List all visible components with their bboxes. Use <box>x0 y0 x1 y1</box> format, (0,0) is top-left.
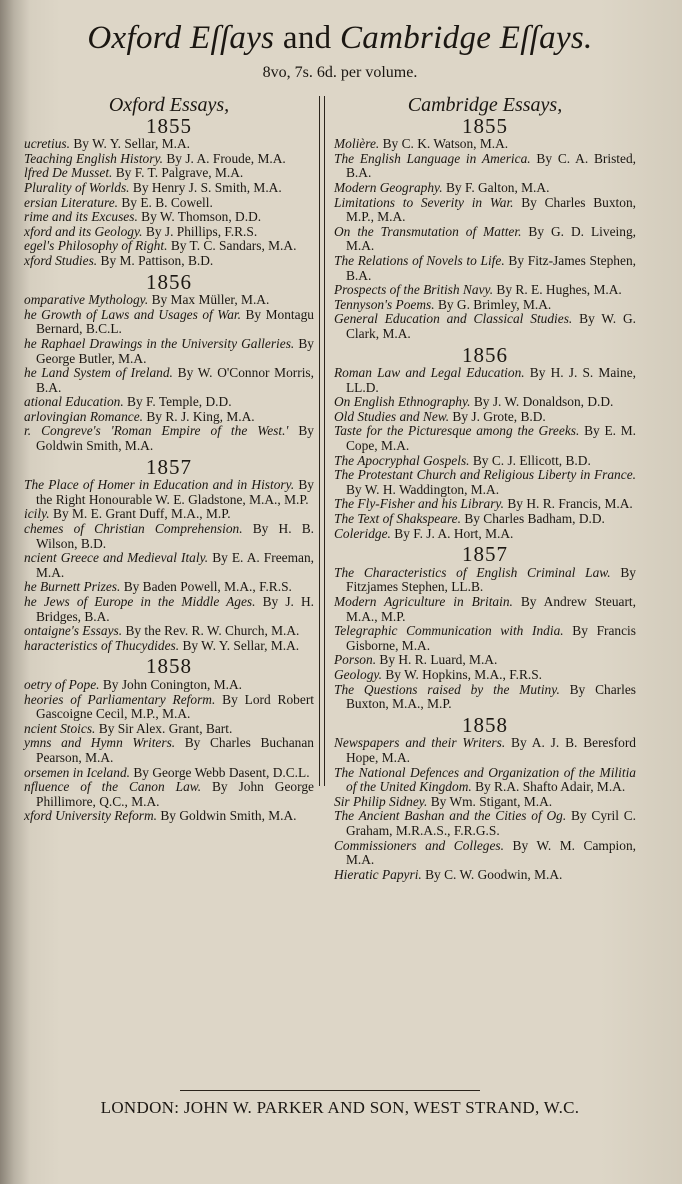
essay-author: By Francis Gisborne, M.A. <box>346 623 636 653</box>
essay-entry <box>24 395 314 410</box>
essay-entry <box>24 225 314 240</box>
year-heading: 1855 <box>462 113 508 138</box>
essay-title: ersian Literature. <box>24 194 118 210</box>
essay-title: Teaching English History. <box>24 150 163 166</box>
essay-title: icily. <box>24 506 50 522</box>
essay-title: Prospects of the British Navy. <box>334 282 494 298</box>
essay-author: By Montagu Bernard, B.C.L. <box>36 306 314 337</box>
essay-author: By John George Phillimore, Q.C., M.A. <box>36 779 314 809</box>
essay-entry <box>334 181 636 196</box>
essay-title: Porson. <box>334 652 377 668</box>
title-and: and <box>282 20 332 56</box>
essay-title: oetry of Pope. <box>24 676 100 692</box>
essay-entry <box>24 239 314 254</box>
essay-entry <box>334 312 636 341</box>
essay-title: The Relations of Novels to Life. <box>334 252 505 268</box>
footer-rule <box>180 1090 480 1091</box>
essay-title: Geology. <box>334 666 382 682</box>
essay-entry <box>334 468 636 497</box>
essay-entry <box>334 254 636 283</box>
essay-title: ucretius. <box>24 136 70 152</box>
essay-title: arlovingian Romance. <box>24 408 144 424</box>
essay-entry <box>334 595 636 624</box>
essay-entry <box>24 580 314 595</box>
essay-entry <box>334 497 636 512</box>
essay-author: By J. H. Bridges, B.A. <box>36 594 314 624</box>
essay-author: By J. Phillips, F.R.S. <box>145 223 258 239</box>
essay-entry <box>334 527 636 542</box>
essay-author: By Henry J. S. Smith, M.A. <box>132 179 282 195</box>
essay-title: The Text of Shakspeare. <box>334 511 461 527</box>
essay-title: Limitations to Severity in War. <box>334 194 514 210</box>
essay-author: By Lord Robert Gascoigne Cecil, M.P., M.A. <box>36 691 314 722</box>
essay-entry <box>24 678 314 693</box>
essay-author: By R. J. King, M.A. <box>146 408 255 424</box>
essay-author: By E. M. Cope, M.A. <box>346 423 637 454</box>
essay-entry <box>24 410 314 425</box>
essay-author: By A. J. B. Beresford Hope, M.A. <box>346 735 636 765</box>
essay-entry <box>334 795 636 810</box>
essay-entry <box>24 293 314 308</box>
essay-entry <box>24 196 314 211</box>
essay-entry <box>24 424 314 453</box>
essay-entry <box>24 809 314 824</box>
cambridge-essays-column <box>334 94 637 882</box>
essay-title: he Raphael Drawings in the University Galleries. <box>24 335 295 351</box>
essay-author: By W. Y. Sellar, M.A. <box>73 136 191 152</box>
essay-author: By E. B. Cowell. <box>121 194 213 210</box>
essay-title: xford Studies. <box>24 252 98 268</box>
essay-title: he Growth of Laws and Usages of War. <box>24 306 241 322</box>
essay-title: The National Defences and Organization of the Militia of the United Kingdom. <box>334 764 636 795</box>
essay-author: By Andrew Steuart, M.A., M.P. <box>346 594 636 624</box>
essay-title: omparative Mythology. <box>24 292 149 308</box>
oxford-essays-column <box>24 94 314 824</box>
essay-title: The Characteristics of English Criminal Law. <box>334 564 611 580</box>
essay-author: By C. A. Bristed, B.A. <box>346 150 636 181</box>
essay-title: xford University Reform. <box>24 808 158 824</box>
essay-title: The English Language in America. <box>334 150 531 166</box>
essay-author: By E. A. Freeman, M.A. <box>36 550 314 580</box>
price-line: 8vo, 7s. 6d. per volume. <box>262 64 418 81</box>
essay-author: By Cyril C. Graham, M.R.A.S., F.R.G.S. <box>346 808 636 838</box>
essay-title: Plurality of Worlds. <box>24 179 130 195</box>
essay-author: By John Conington, M.A. <box>102 676 242 692</box>
publisher-imprint: LONDON: JOHN W. PARKER AND SON, WEST STRAND, W.C. <box>100 1098 580 1117</box>
essay-entry <box>334 653 636 668</box>
essay-title: ational Education. <box>24 394 124 410</box>
essay-author: By C. J. Ellicott, B.D. <box>472 452 591 468</box>
year-heading: 1855 <box>146 113 192 138</box>
essay-entry <box>24 736 314 765</box>
essay-entry <box>24 366 314 395</box>
year-heading: 1858 <box>462 712 508 737</box>
essay-title: General Education and Classical Studies. <box>334 311 573 327</box>
page-title <box>40 20 640 57</box>
essay-author: By F. J. A. Hort, M.A. <box>394 525 514 541</box>
essay-entry <box>334 624 636 653</box>
essay-entry <box>334 454 636 469</box>
essay-title: The Fly-Fisher and his Library. <box>334 496 504 512</box>
essay-entry <box>334 152 636 181</box>
essay-entry <box>334 868 636 883</box>
essay-title: chemes of Christian Comprehension. <box>24 521 243 537</box>
essay-author: By W. G. Clark, M.A. <box>346 311 636 341</box>
year-heading: 1857 <box>462 542 508 567</box>
essay-entry <box>334 298 636 313</box>
essay-title: Telegraphic Communication with India. <box>334 623 564 639</box>
essay-entry <box>24 254 314 269</box>
oxford-heading: Oxford Essays, <box>108 94 230 116</box>
essay-entry <box>334 137 636 152</box>
essay-title: Taste for the Picturesque among the Greeks. <box>334 423 580 439</box>
essay-title: Sir Philip Sidney. <box>334 793 428 809</box>
essay-entry <box>24 522 314 551</box>
essay-entry <box>334 766 636 795</box>
essay-entry <box>334 424 636 453</box>
essay-author: By W. M. Campion, M.A. <box>346 837 636 868</box>
essay-title: The Place of Homer in Education and in History. <box>24 477 295 493</box>
essay-entry <box>334 736 636 765</box>
essay-title: Commissioners and Colleges. <box>334 837 504 853</box>
essay-entry <box>24 181 314 196</box>
essay-entry <box>334 366 636 395</box>
essay-entry <box>24 780 314 809</box>
essay-author: By Max Müller, M.A. <box>151 292 270 308</box>
essay-entry <box>24 551 314 580</box>
essay-title: nfluence of the Canon Law. <box>24 779 202 795</box>
essay-title: Molière. <box>334 136 380 152</box>
essay-title: On English Ethnography. <box>334 394 471 410</box>
essay-author: By W. Thomson, D.D. <box>141 209 262 225</box>
essay-author: By Wm. Stigant, M.A. <box>430 793 553 809</box>
essay-author: By J. W. Donaldson, D.D. <box>473 394 614 410</box>
essay-title: orsemen in Iceland. <box>24 764 130 780</box>
year-heading: 1858 <box>146 654 192 679</box>
essay-title: heories of Parliamentary Reform. <box>24 691 216 707</box>
essay-author: By R. E. Hughes, M.A. <box>496 282 622 298</box>
essay-title: lfred De Musset. <box>24 165 113 181</box>
essay-title: Newspapers and their Writers. <box>334 735 506 751</box>
essay-author: By the Rev. R. W. Church, M.A. <box>125 623 300 639</box>
essay-author: By Charles Buxton, M.A., M.P. <box>346 681 636 712</box>
essay-entry <box>334 566 636 595</box>
year-heading: 1856 <box>146 269 192 294</box>
essay-title: Modern Agriculture in Britain. <box>334 594 513 609</box>
essay-author: By G. D. Liveing, M.A. <box>346 223 636 254</box>
essay-entry <box>24 478 314 507</box>
essay-title: xford and its Geology. <box>24 223 143 239</box>
essay-author: By J. A. Froude, M.A. <box>166 150 286 166</box>
essay-author: By T. C. Sandars, M.A. <box>170 238 297 254</box>
essay-entry <box>334 668 636 683</box>
essay-entry <box>334 809 636 838</box>
essay-author: By Baden Powell, M.A., F.R.S. <box>123 579 292 595</box>
essay-entry <box>334 839 636 868</box>
essay-title: The Ancient Bashan and the Cities of Og. <box>334 808 567 824</box>
essay-author: By C. K. Watson, M.A. <box>382 136 509 152</box>
cambridge-heading: Cambridge Essays, <box>407 94 563 116</box>
essay-title: Old Studies and New. <box>334 408 450 424</box>
essay-entry <box>24 166 314 181</box>
essay-entry <box>24 507 314 522</box>
essay-author: By W. Hopkins, M.A., F.R.S. <box>385 666 543 682</box>
essay-title: he Burnett Prizes. <box>24 579 121 595</box>
essay-title: egel's Philosophy of Right. <box>24 238 168 254</box>
essay-author: By the Right Honourable W. E. Gladstone, M.A., M.P. <box>36 477 314 507</box>
title-cambridge: Cambridge Eſſays. <box>340 20 593 56</box>
essay-title: rime and its Excuses. <box>24 209 138 225</box>
essay-entry <box>334 225 636 254</box>
essay-entry <box>24 137 314 152</box>
essay-entry <box>24 210 314 225</box>
essay-author: By H. B. Wilson, B.D. <box>36 521 314 551</box>
essay-title: ontaigne's Essays. <box>24 623 123 639</box>
essay-author: By Goldwin Smith, M.A. <box>36 423 314 454</box>
essay-title: Tennyson's Poems. <box>334 296 435 312</box>
essay-author: By G. Brimley, M.A. <box>437 296 552 312</box>
essay-author: By M. E. Grant Duff, M.A., M.P. <box>53 506 231 522</box>
essay-author: By F. Galton, M.A. <box>445 179 550 195</box>
essay-title: Roman Law and Legal Education. <box>334 365 525 381</box>
essay-title: The Protestant Church and Religious Liberty in France. <box>334 467 636 483</box>
essay-title: Coleridge. <box>334 525 391 541</box>
essay-author: By Fitz-James Stephen, B.A. <box>346 252 636 283</box>
essay-entry <box>334 395 636 410</box>
essay-author: By F. T. Palgrave, M.A. <box>115 165 244 181</box>
essay-title: ncient Greece and Medieval Italy. <box>24 550 209 566</box>
essay-entry <box>24 639 314 654</box>
essay-entry <box>334 410 636 425</box>
essay-author: By R.A. Shafto Adair, M.A. <box>475 779 626 795</box>
essay-title: Modern Geography. <box>334 179 443 195</box>
essay-entry <box>334 683 636 712</box>
essay-title: haracteristics of Thucydides. <box>24 637 180 653</box>
essay-title: r. Congreve's 'Roman Empire of the West.' <box>24 423 289 439</box>
essay-title: Hieratic Papyri. <box>334 866 422 882</box>
essay-author: By Sir Alex. Grant, Bart. <box>98 720 233 736</box>
essay-author: By F. Temple, D.D. <box>127 394 232 410</box>
essay-title: The Questions raised by the Mutiny. <box>334 681 560 697</box>
essay-entry <box>24 722 314 737</box>
column-divider <box>319 96 325 786</box>
essay-title: ymns and Hymn Writers. <box>24 735 176 751</box>
essay-entry <box>24 152 314 167</box>
essay-author: By H. J. S. Maine, LL.D. <box>346 365 636 395</box>
essay-title: The Apocryphal Gospels. <box>334 452 470 468</box>
essay-author: By Charles Buchanan Pearson, M.A. <box>36 735 314 765</box>
essay-author: By C. W. Goodwin, M.A. <box>425 866 563 882</box>
year-heading: 1856 <box>462 342 508 367</box>
essay-author: By W. O'Connor Morris, B.A. <box>36 365 314 395</box>
year-heading: 1857 <box>146 454 192 479</box>
essay-entry <box>24 337 314 366</box>
essay-author: By J. Grote, B.D. <box>452 408 546 424</box>
essay-author: By George Webb Dasent, D.C.L. <box>133 764 310 780</box>
essay-author: By H. R. Luard, M.A. <box>379 652 498 668</box>
essay-author: By Goldwin Smith, M.A. <box>160 808 297 824</box>
essay-title: On the Transmutation of Matter. <box>334 223 522 239</box>
essay-title: he Jews of Europe in the Middle Ages. <box>24 594 256 609</box>
essay-title: ncient Stoics. <box>24 720 96 736</box>
essay-author: By W. H. Waddington, M.A. <box>346 481 500 497</box>
essay-entry <box>24 595 314 624</box>
essay-author: By Charles Badham, D.D. <box>464 511 605 527</box>
title-oxford: Oxford Eſſays <box>87 20 275 56</box>
essay-author: By M. Pattison, B.D. <box>100 252 214 268</box>
essay-author: By Charles Buxton, M.P., M.A. <box>346 194 636 225</box>
essay-author: By W. Y. Sellar, M.A. <box>182 637 300 653</box>
essay-entry <box>334 196 636 225</box>
essay-title: he Land System of Ireland. <box>24 365 173 381</box>
essay-author: By George Butler, M.A. <box>36 335 314 366</box>
essay-author: By Fitzjames Stephen, LL.B. <box>346 564 636 595</box>
essay-entry <box>24 308 314 337</box>
essay-entry <box>24 693 314 722</box>
essay-entry <box>334 283 636 298</box>
essay-author: By H. R. Francis, M.A. <box>507 496 633 512</box>
essay-entry <box>24 624 314 639</box>
essay-entry <box>334 512 636 527</box>
essay-entry <box>24 766 314 781</box>
